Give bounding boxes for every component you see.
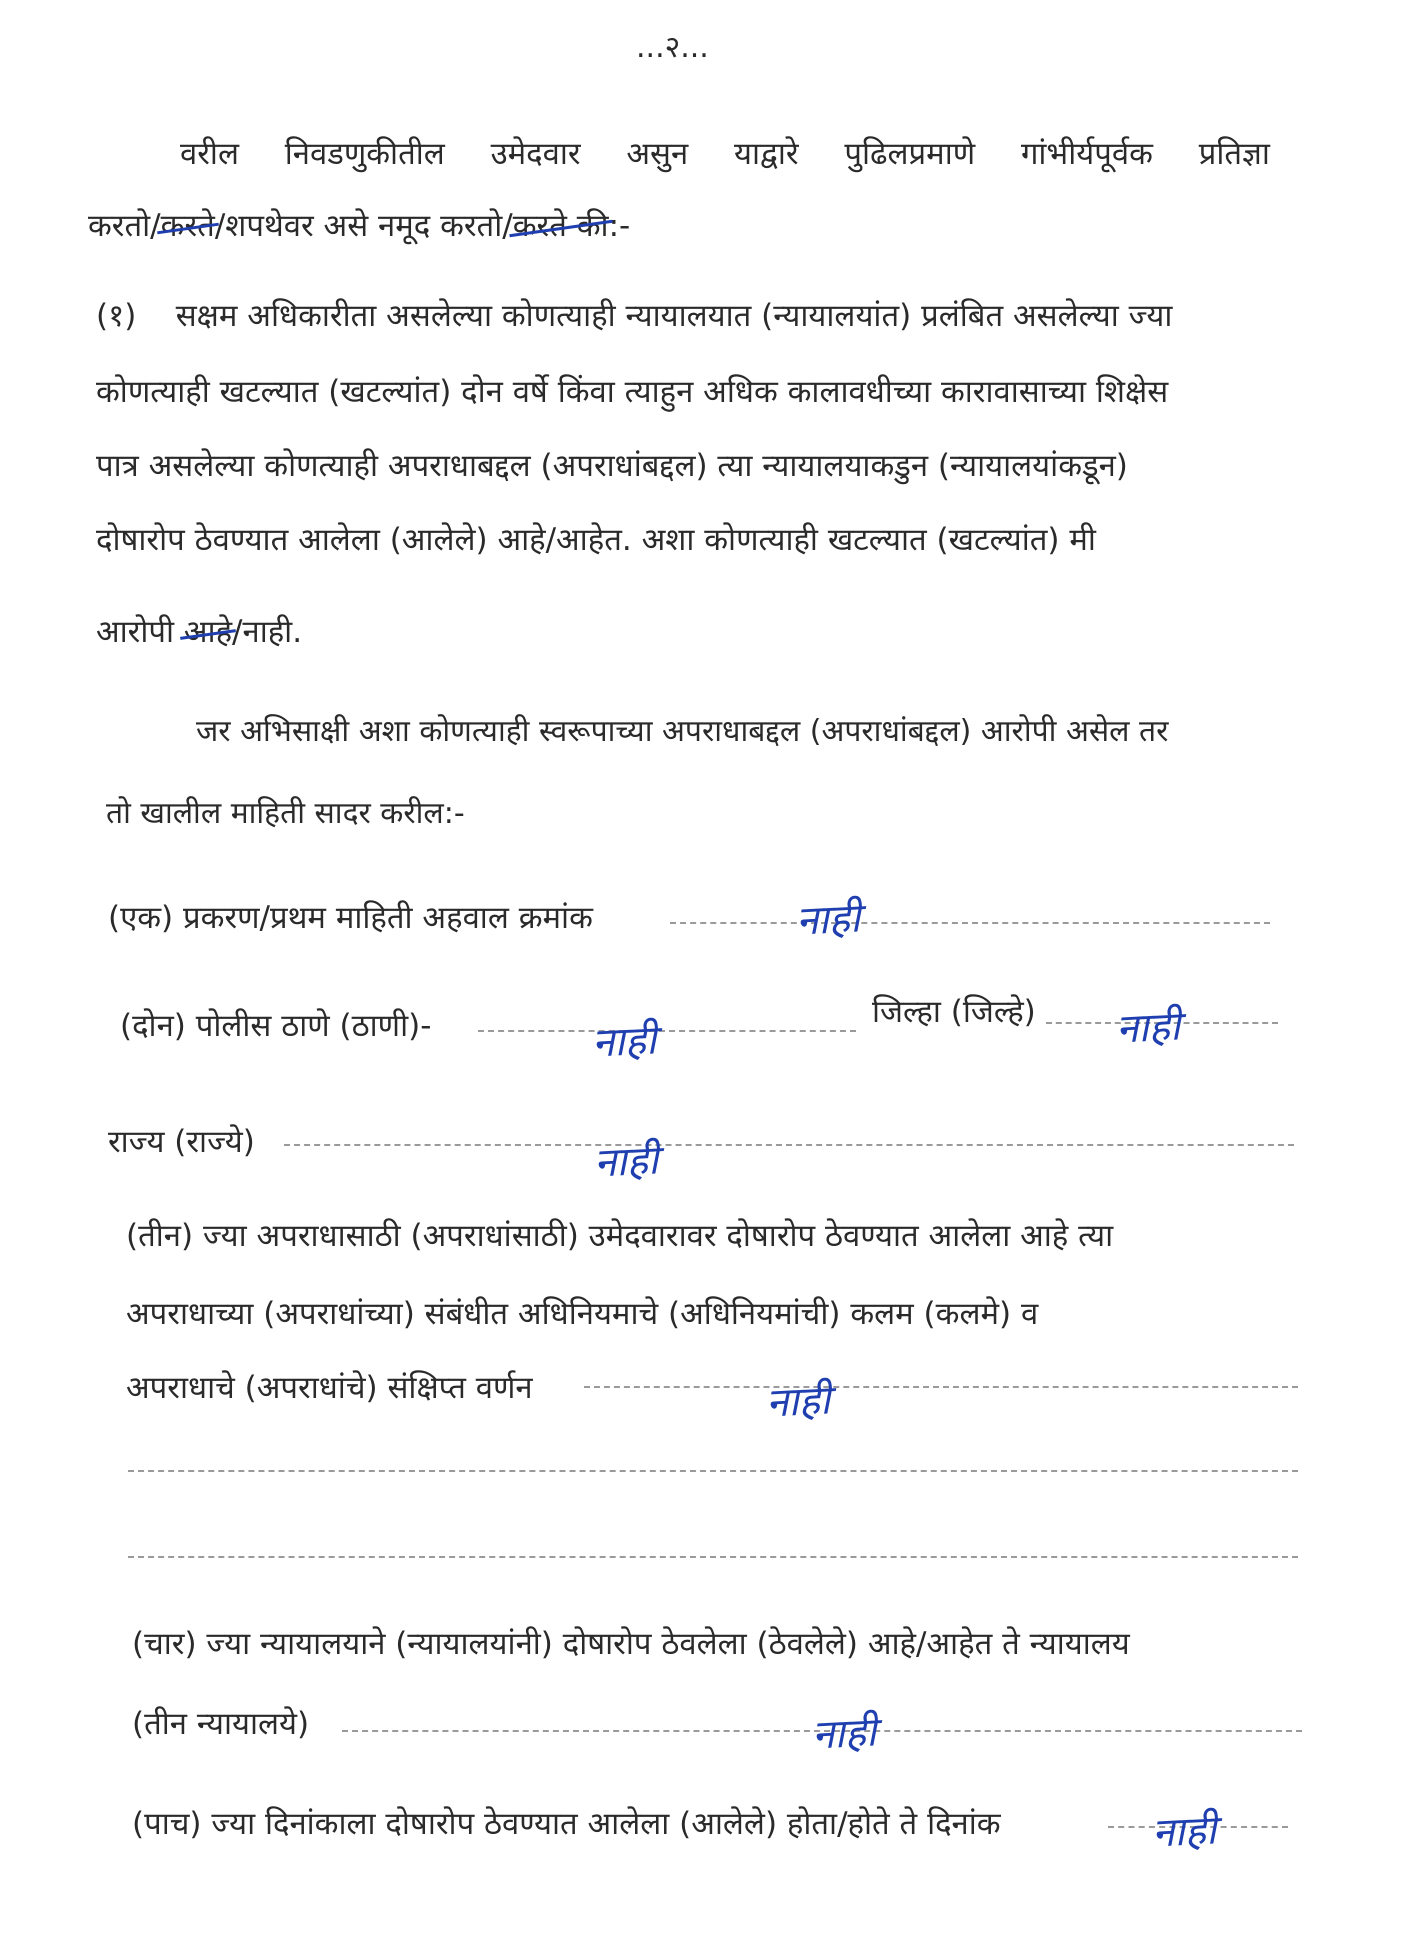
accused-label: आरोपी xyxy=(96,614,184,650)
field-pach-answer: नाही xyxy=(1150,1807,1218,1857)
intro-word: गांभीर्यपूर्वक xyxy=(1020,136,1153,172)
struck-aahe: आहे xyxy=(183,614,233,650)
field-char-line-2: (तीन न्यायालये) xyxy=(132,1706,310,1742)
struck-karte: करते xyxy=(160,208,215,244)
intro-word: निवडणुकीतील xyxy=(284,136,445,172)
page-number: ...२... xyxy=(636,30,709,65)
field-char-line-1: (चार) ज्या न्यायालयाने (न्यायालयांनी) दोषारोप ठेवलेला (ठेवलेले) आहे/आहेत ते न्यायालय xyxy=(132,1626,1130,1662)
intro-text-c: :- xyxy=(608,208,631,244)
field-don-district-answer: नाही xyxy=(1114,1003,1182,1053)
intro-word: पुढिलप्रमाणे xyxy=(844,136,976,172)
clause1-line-2: कोणत्याही खटल्यात (खटल्यांत) दोन वर्षे किंवा त्याहुन अधिक कालावधीच्या कारावासाच्या शिक्षेस xyxy=(96,374,1169,410)
field-rajya-blank xyxy=(284,1144,1294,1146)
field-teen-line-3: अपराधाचे (अपराधांचे) संक्षिप्त वर्णन xyxy=(126,1370,533,1406)
intro-word: याद्वारे xyxy=(734,136,799,172)
field-char-answer: नाही xyxy=(810,1709,878,1759)
field-pach-label: (पाच) ज्या दिनांकाला दोषारोप ठेवण्यात आलेला (आलेले) होता/होते ते दिनांक xyxy=(132,1806,1001,1842)
field-teen-line-2: अपराधाच्या (अपराधांच्या) संबंधीत अधिनियमाचे (अधिनियमांची) कलम (कलमे) व xyxy=(126,1296,1039,1332)
intro-text-a: करतो/ xyxy=(88,208,161,244)
struck-karte-ki: करते की xyxy=(512,208,609,244)
field-teen-blank-3 xyxy=(128,1556,1298,1558)
field-ek-blank xyxy=(670,922,1270,924)
intro-word: उमेदवार xyxy=(490,136,581,172)
intro-line-1 xyxy=(180,134,1270,174)
clause1-line-3: पात्र असलेल्या कोणत्याही अपराधाबद्दल (अपराधांबद्दल) त्या न्यायालयाकडुन (न्यायालयांकडून) xyxy=(96,448,1128,484)
field-don-police-label: (दोन) पोलीस ठाणे (ठाणी)- xyxy=(120,1008,432,1044)
intro-word: वरील xyxy=(180,136,239,172)
info-line-1: जर अभिसाक्षी अशा कोणत्याही स्वरूपाच्या अपराधाबद्दल (अपराधांबद्दल) आरोपी असेल तर xyxy=(196,714,1169,749)
intro-word: असुन xyxy=(626,136,689,172)
field-ek-label: (एक) प्रकरण/प्रथम माहिती अहवाल क्रमांक xyxy=(108,900,593,936)
field-teen-blank-2 xyxy=(128,1470,1298,1472)
field-teen-blank-1 xyxy=(584,1386,1298,1388)
intro-line-2 xyxy=(88,206,630,246)
field-rajya-label: राज्य (राज्ये) xyxy=(108,1124,255,1160)
clause1-line-5 xyxy=(96,612,302,652)
field-teen-line-1: (तीन) ज्या अपराधासाठी (अपराधांसाठी) उमेदवारावर दोषारोप ठेवण्यात आलेला आहे त्या xyxy=(126,1218,1114,1254)
nahi-text: /नाही. xyxy=(232,614,303,650)
clause1-line-4: दोषारोप ठेवण्यात आलेला (आलेले) आहे/आहेत. अशा कोणत्याही खटल्यात (खटल्यांत) मी xyxy=(96,522,1096,558)
info-line-2: तो खालील माहिती सादर करील:- xyxy=(106,796,465,831)
field-rajya-answer: नाही xyxy=(592,1137,660,1187)
intro-word: प्रतिज्ञा xyxy=(1198,136,1270,172)
field-ek-answer: नाही xyxy=(794,895,862,945)
intro-text-b: /शपथेवर असे नमूद करतो/ xyxy=(214,208,513,244)
field-don-district-label: जिल्हा (जिल्हे) xyxy=(872,994,1036,1030)
clause1-line-1: (१) सक्षम अधिकारीता असलेल्या कोणत्याही न्यायालयात (न्यायालयांत) प्रलंबित असलेल्या ज्या xyxy=(96,298,1173,334)
field-teen-answer: नाही xyxy=(764,1377,832,1427)
field-don-police-answer: नाही xyxy=(590,1017,658,1067)
field-don-police-blank xyxy=(478,1030,856,1032)
